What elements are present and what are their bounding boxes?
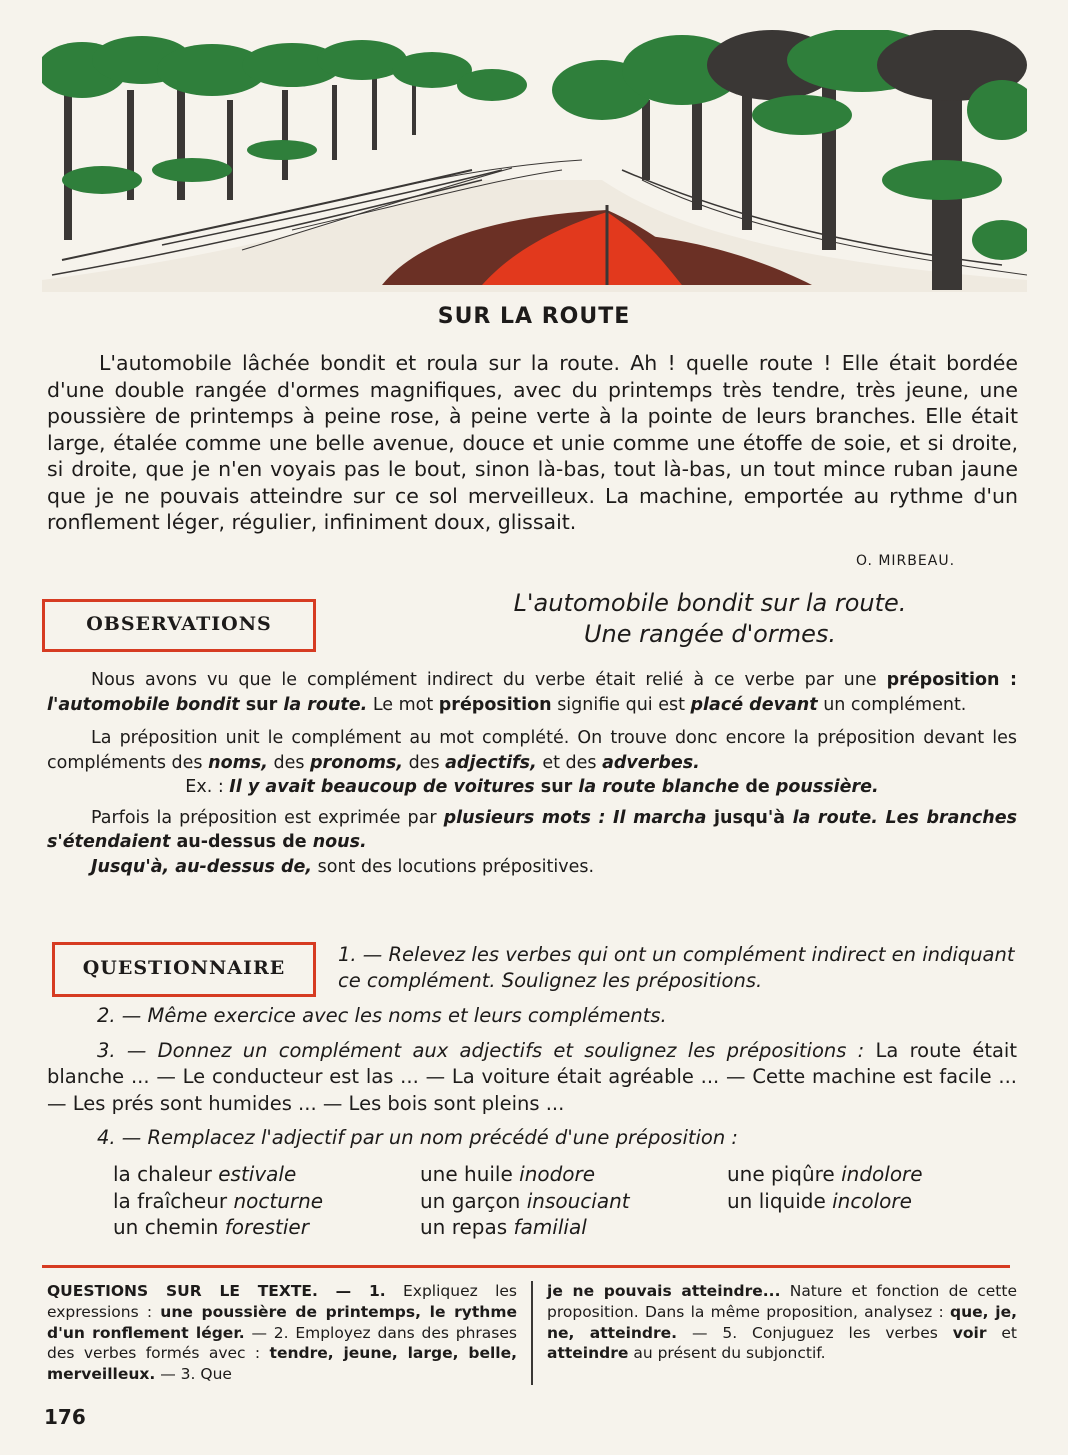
adjective-list <box>113 1161 1013 1241</box>
question-4: 4. — Remplacez l'adjectif par un nom précédé d'une préposition : <box>97 1126 738 1149</box>
observations-text <box>47 668 1017 879</box>
adjective-item: un chemin forestier <box>113 1215 309 1239</box>
questionnaire-label: QUESTIONNAIRE <box>52 942 316 997</box>
adjective-item: un repas familial <box>420 1215 587 1239</box>
author: O. MIRBEAU. <box>856 553 956 569</box>
text-questions <box>47 1281 1017 1385</box>
obs-paragraph-4: Jusqu'à, au-dessus de, sont des locutions prépositives. <box>91 856 595 877</box>
page-number: 176 <box>44 1405 86 1429</box>
obs-example: Ex. : Il y avait beaucoup de voitures sur la route blanche de poussière. <box>185 777 879 797</box>
adjective-item: un garçon insouciant <box>420 1188 630 1213</box>
adjective-item: un liquide incolore <box>727 1188 912 1213</box>
questionnaire-text <box>47 1003 1017 1160</box>
reading-paragraph: L'automobile lâchée bondit et roula sur la route. Ah ! quelle route ! Elle était bordée d'une double rangée d'ormes magnifiques, avec du printemps très tendre, très jeune, une poussière de printemps à peine rose, à peine verte à la pointe de leurs branches. Elle était large, étalée comme une belle avenue, douce et unie comme une étoffe de soie, et si droite, si droite, que je n'en voyais pas le bout, sinon là-bas, tout là-bas, un tout mince ruban jaune que je ne pouvais atteindre sur ce sol merveilleux. La machine, emportée au rythme d'un ronflement léger, régulier, infiniment doux, glissait. <box>47 351 1018 534</box>
adjective-item: une huile inodore <box>420 1162 596 1186</box>
adjective-item: une piqûre indolore <box>727 1162 923 1186</box>
question-3: 3. — Donnez un complément aux adjectifs et soulignez les prépositions : La route était blanche ... — Le conducteur est las ... — La voiture était agréable ... — Cette machine est facile ... — Les prés sont humides ... — Les bois sont pleins ... <box>47 1038 1017 1115</box>
obs-paragraph-3: Parfois la préposition est exprimée par plusieurs mots : Il marcha jusqu'à la route. Les branches s'étendaient au-dessus de nous. <box>47 807 1018 852</box>
reading-title: SUR LA ROUTE <box>437 304 631 329</box>
question-2: 2. — Même exercice avec les noms et leurs compléments. <box>97 1004 667 1027</box>
obs-paragraph-1: Nous avons vu que le complément indirect du verbe était relié à ce verbe par une préposition : l'automobile bondit sur la route. Le mot préposition signifie qui est placé devant un complément. <box>47 670 1017 715</box>
reading-text <box>47 350 1018 536</box>
text-questions-col-2: je ne pouvais atteindre... Nature et fonction de cette proposition. Dans la même proposition, analysez : que, je, ne, atteindre. — 5. Conjuguez les verbes voir et atteindre au présent du subjonctif. <box>547 1282 1017 1363</box>
column-separator <box>531 1281 533 1385</box>
obs-paragraph-2: La préposition unit le complément au mot complété. On trouve donc encore la préposition devant les compléments des noms, des pronoms, des adjectifs, et des adverbes. <box>47 728 1017 773</box>
observations-label: OBSERVATIONS <box>42 599 316 652</box>
observations-examples <box>420 588 1000 650</box>
text-questions-col-1: QUESTIONS SUR LE TEXTE. — 1. Expliquez les expressions : une poussière de printemps, le rythme d'un ronflement léger. — 2. Employez dans des phrases des verbes formés avec : tendre, jeune, large, belle, merveilleux. — 3. Que <box>47 1282 517 1384</box>
section-divider <box>42 1265 1010 1268</box>
example-line-1: L'automobile bondit sur la route. <box>513 589 907 617</box>
example-line-2: Une rangée d'ormes. <box>583 620 836 648</box>
adjective-item: la fraîcheur nocturne <box>113 1188 324 1213</box>
road-illustration <box>42 30 1027 292</box>
adjective-item: la chaleur estivale <box>113 1162 297 1186</box>
question-1: 1. — Relevez les verbes qui ont un complément indirect en indiquant ce complément. Soulignez les prépositions. <box>338 943 1015 992</box>
